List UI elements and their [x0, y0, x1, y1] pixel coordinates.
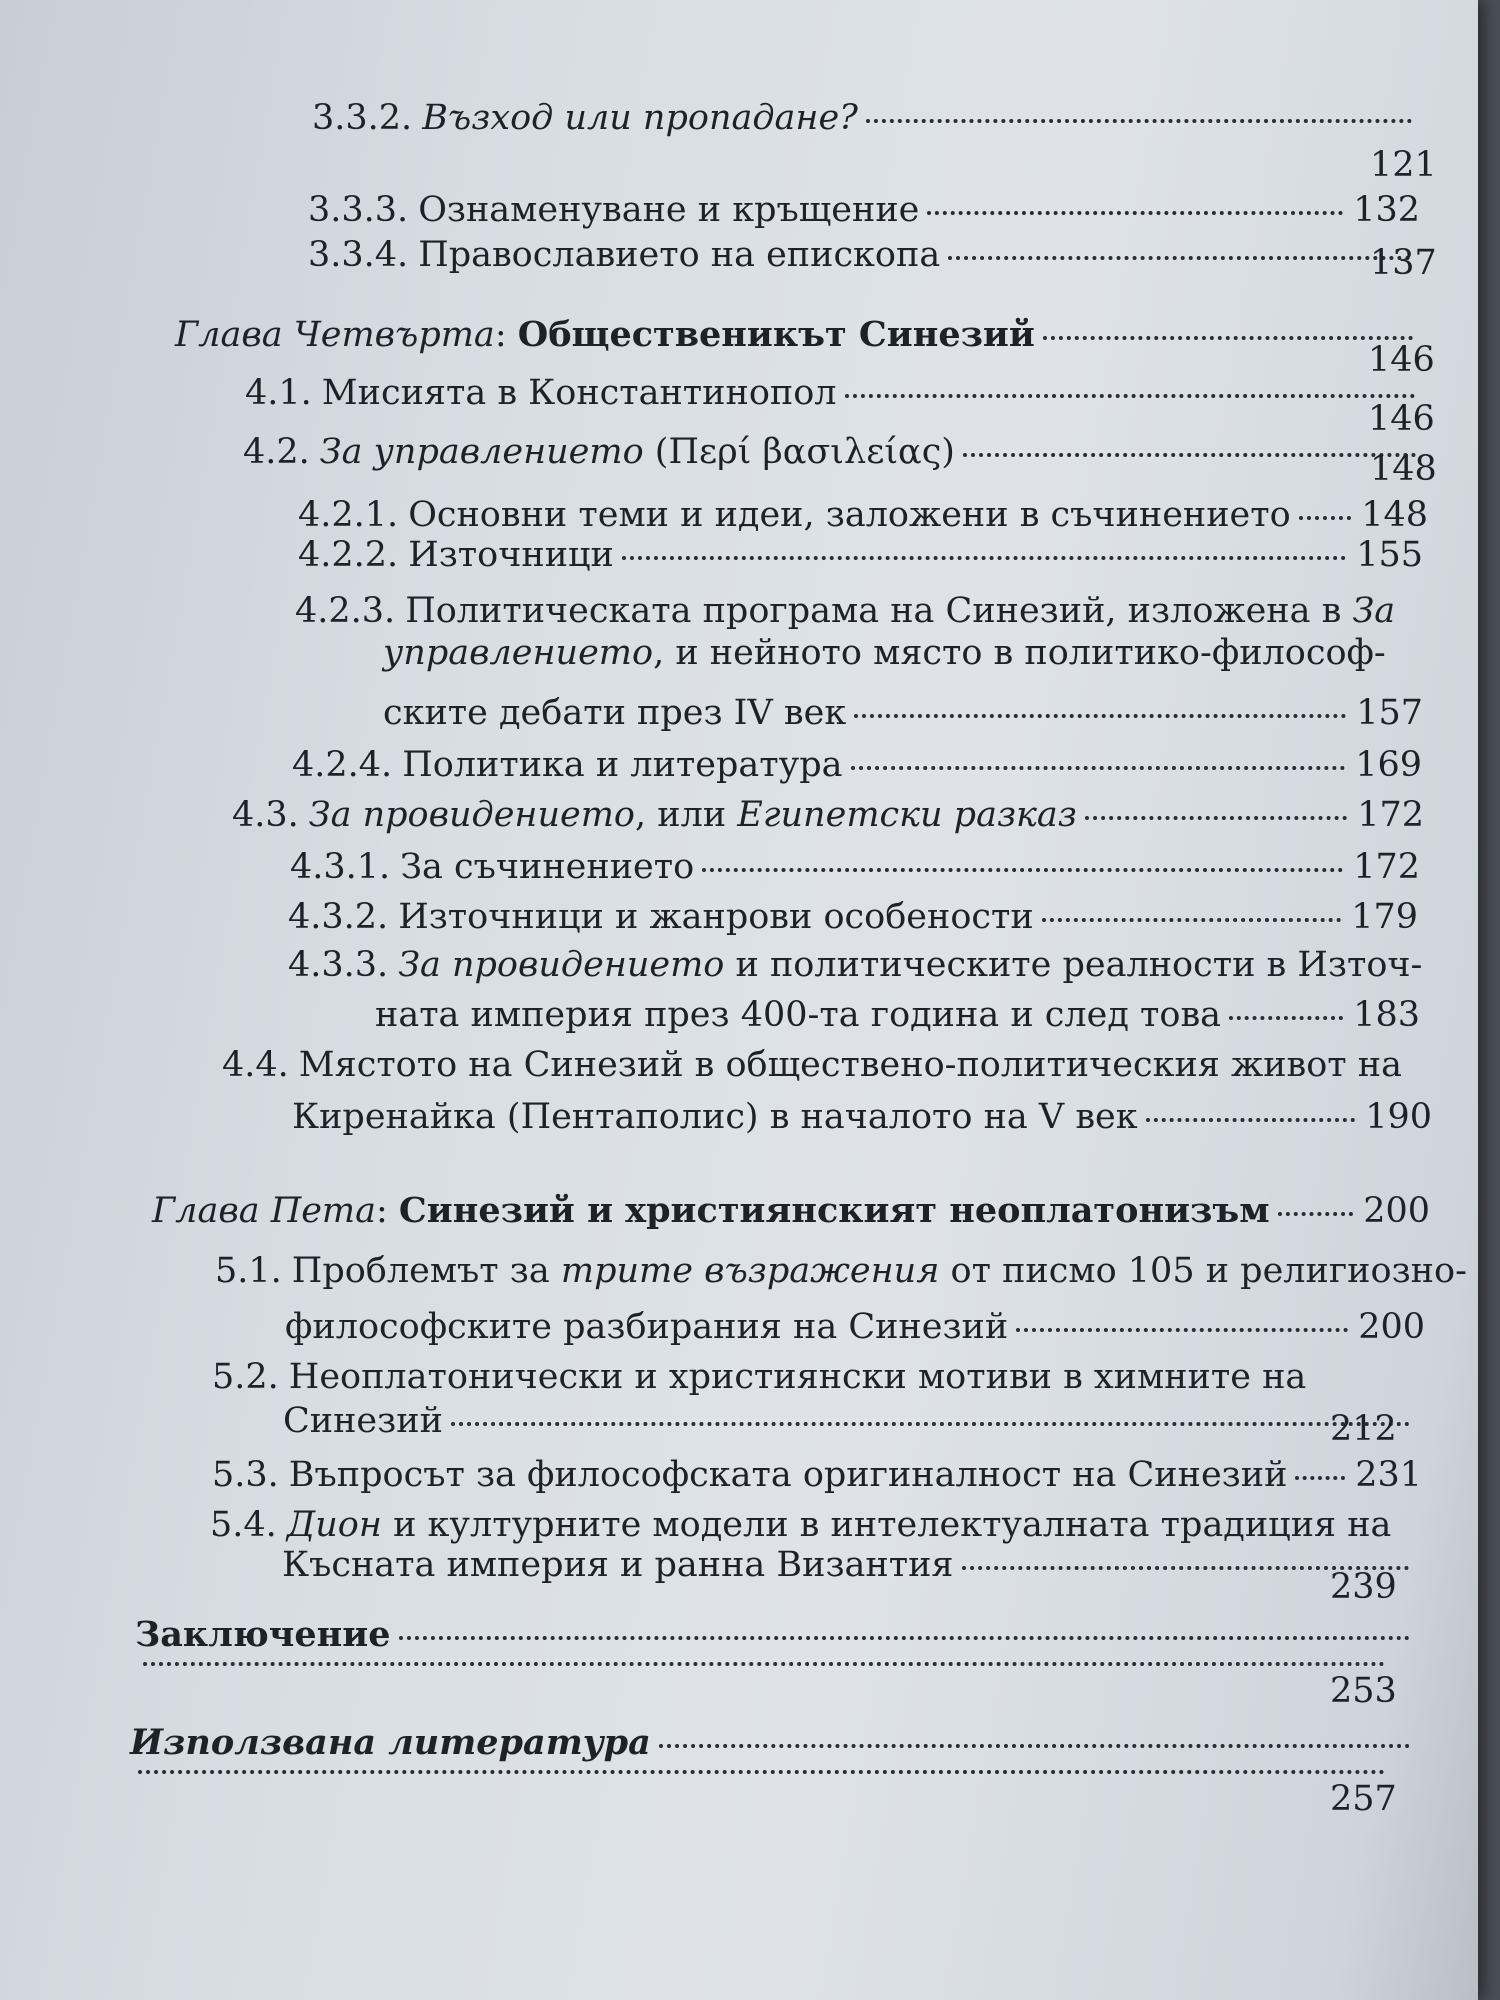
greek-title: (Περί βασιλείας) [654, 432, 955, 472]
toc-entry-line: 5.1. Проблемът за трите възражения от писмо 105 и религиозно- [215, 1251, 1467, 1291]
page-number: 257 [1330, 1779, 1397, 1819]
entry-title: Заключение [135, 1614, 391, 1655]
leader-dots [1278, 1212, 1354, 1216]
page-number: 239 [1330, 1567, 1397, 1607]
page-number: 146 [1368, 399, 1435, 439]
entry-number: 4.2.1. [298, 495, 399, 535]
toc-entry-line: 4.3.3. За провидението и политическите реалности в Източ- [288, 945, 1423, 985]
chapter-title: Синезий и християнският неоплатонизъм [398, 1190, 1270, 1231]
entry-title: Въпросът за философската оригиналност на Синезий [288, 1455, 1288, 1495]
page-number: 132 [1353, 190, 1420, 230]
entry-title: Ознаменуване и кръщение [418, 190, 920, 230]
toc-entry [245, 368, 1425, 418]
leader-dots [138, 1770, 1385, 1774]
leader-dots [845, 394, 1415, 398]
leader-dots [1229, 1016, 1343, 1020]
entry-number: 5.1. [215, 1251, 282, 1291]
entry-title: Използвана литература [130, 1722, 651, 1763]
entry-number: 5.2. [212, 1357, 279, 1397]
page-number: 137 [1370, 243, 1437, 283]
toc-entry [312, 93, 1422, 143]
leader-dots [702, 868, 1343, 872]
page-number: 212 [1330, 1409, 1397, 1449]
leader-dots [399, 1636, 1411, 1640]
toc-entry: Късната империя и ранна Византия [282, 1540, 1419, 1590]
page-number: 169 [1355, 745, 1422, 785]
entry-number: 4.2.3. [295, 591, 396, 631]
leader-dots [963, 453, 1416, 457]
entry-number: 4.2.4. [292, 745, 393, 785]
toc-entry-line: 5.4. Дион и културните модели в интелектуалната традиция на [210, 1505, 1392, 1545]
toc-entry-line: 4.4. Мястото на Синезий в обществено-политическия живот на [222, 1045, 1402, 1085]
leader-dots [1146, 1118, 1356, 1122]
toc-entry [243, 427, 1426, 477]
entry-title: Мисията в Константинопол [321, 373, 837, 413]
toc-entry: 4.3. За провидението, или Египетски разказ 172 [232, 790, 1424, 840]
leader-dots [143, 1662, 1385, 1666]
toc-entry-line: 4.2.3. Политическата програма на Синезий, изложена в За [295, 591, 1396, 631]
leader-dots [1299, 516, 1351, 520]
leader-dots [927, 211, 1343, 215]
entry-number: 4.2.2. [298, 535, 399, 575]
chapter-label: Глава Четвърта [175, 315, 495, 355]
toc-entry [212, 1450, 1422, 1500]
entry-number: 5.4. [210, 1505, 277, 1545]
entry-title: Политика и литература [402, 745, 843, 785]
entry-number: 4.4. [222, 1045, 289, 1085]
entry-number: 4.3.1. [290, 847, 391, 887]
leader-dots [451, 1422, 1410, 1426]
toc-entry [298, 530, 1423, 580]
entry-title: Източници и жанрови особености [398, 897, 1034, 937]
entry-number: 3.3.4. [308, 235, 409, 275]
toc-entry-line: управлението, и нейното място в политико-философ- [383, 633, 1386, 673]
toc-entry-line: 5.2. Неоплатонически и християнски мотиви в химните на [212, 1357, 1307, 1397]
toc-entry [308, 185, 1420, 235]
page-number: 148 [1361, 495, 1428, 535]
toc-entry: Киренайка (Пентаполис) в началото на V век 190 [292, 1092, 1432, 1142]
entry-number: 4.3.3. [288, 945, 389, 985]
page-number: 121 [1370, 145, 1437, 185]
page-number: 231 [1355, 1455, 1422, 1495]
page-number: 155 [1356, 535, 1423, 575]
entry-number: 4.2. [243, 432, 310, 472]
leader-dots [1085, 816, 1347, 820]
toc-entry: Синезий [283, 1396, 1420, 1446]
toc-entry [130, 1718, 1420, 1768]
chapter-entry: Глава Четвърта: Общественикът Синезий [175, 310, 1423, 360]
leader-dots [1295, 1476, 1345, 1480]
chapter-label: Глава Пета [152, 1191, 376, 1231]
entry-title: За управлението [319, 432, 644, 472]
leader-dots [1042, 918, 1341, 922]
entry-number: 3.3.3. [308, 190, 409, 230]
entry-title: Възход или пропадане? [422, 98, 858, 138]
page-number: 179 [1351, 897, 1418, 937]
page-number: 146 [1368, 340, 1435, 380]
toc-entry [288, 892, 1418, 942]
entry-number: 4.3. [232, 795, 299, 835]
chapter-entry: Глава Пета: Синезий и християнският неоплатонизъм 200 [152, 1186, 1430, 1236]
toc-entry: философските разбирания на Синезий 200 [285, 1302, 1425, 1352]
entry-number: 4.1. [245, 373, 312, 413]
page-number: 172 [1357, 795, 1424, 835]
leader-line [130, 1776, 1395, 1826]
page-number: 200 [1363, 1191, 1430, 1231]
leader-dots [851, 766, 1346, 770]
entry-title: Основни теми и идеи, заложени в съчинението [408, 495, 1291, 535]
page-number: 200 [1358, 1307, 1425, 1347]
leader-dots [622, 556, 1346, 560]
entry-number: 4.3.2. [288, 897, 389, 937]
leader-line [135, 1668, 1395, 1718]
entry-number: 3.3.2. [312, 98, 413, 138]
toc-entry [290, 842, 1420, 892]
leader-dots [866, 119, 1412, 123]
leader-dots [659, 1744, 1410, 1748]
leader-dots [948, 256, 1410, 260]
toc-entry [292, 740, 1422, 790]
page-number: 183 [1353, 995, 1420, 1035]
page-number: 172 [1353, 847, 1420, 887]
page-number: 190 [1365, 1097, 1432, 1137]
entry-title: Православието на епископа [418, 235, 941, 275]
chapter-title: Общественикът Синезий [517, 314, 1035, 355]
leader-dots [1043, 336, 1413, 340]
toc-entry [135, 1610, 1420, 1660]
page-number: 157 [1356, 693, 1423, 733]
leader-dots [1016, 1328, 1348, 1332]
toc-entry: ските дебати през IV век 157 [383, 688, 1423, 738]
entry-title: За съчинението [400, 847, 695, 887]
page-number: 253 [1330, 1671, 1397, 1711]
page-number: 148 [1370, 449, 1437, 489]
toc-entry: ната империя през 400-та година и след това 183 [375, 990, 1420, 1040]
toc-entry [308, 230, 1420, 280]
entry-title: Източници [408, 535, 614, 575]
leader-dots [854, 714, 1346, 718]
entry-number: 5.3. [212, 1455, 279, 1495]
